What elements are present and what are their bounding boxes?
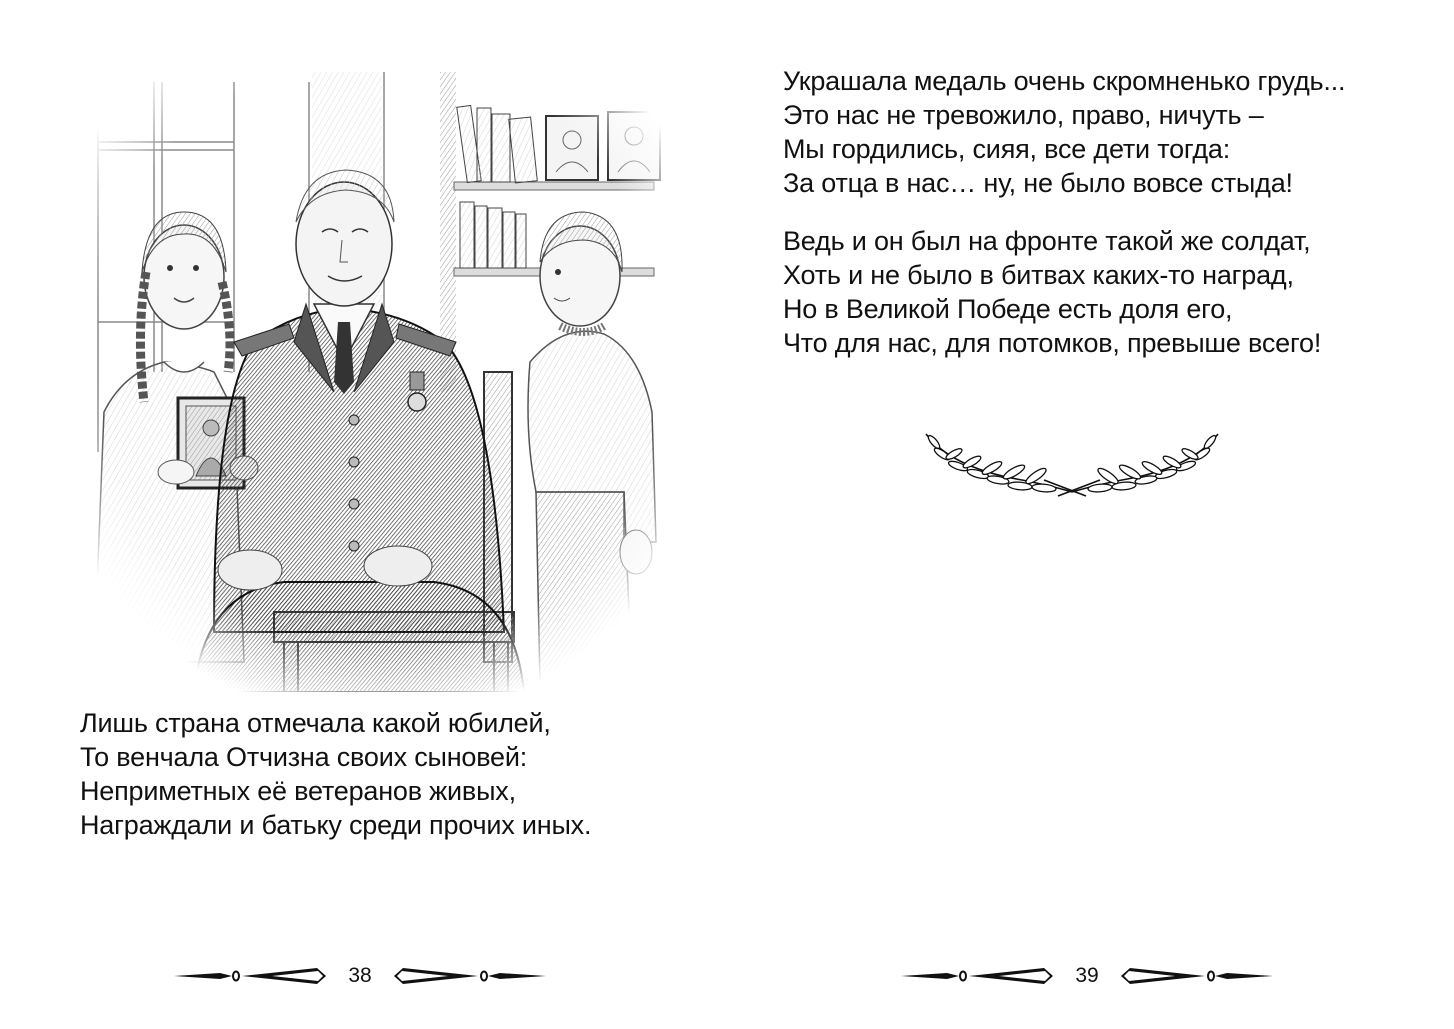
poem-line: Мы гордились, сияя, все дети тогда: xyxy=(783,134,1231,164)
poem-line: Но в Великой Победе есть доля его, xyxy=(783,294,1233,324)
poem-stanza xyxy=(80,706,591,842)
poem-line: Неприметных её ветеранов живых, xyxy=(80,776,516,806)
poem-line: Что для нас, для потомков, превыше всего! xyxy=(783,328,1322,358)
page-number: 38 xyxy=(348,964,372,987)
poem-line: Лишь страна отмечала какой юбилей, xyxy=(80,708,551,738)
ornament-left-icon xyxy=(899,966,1055,986)
illustration-drawing xyxy=(84,72,674,692)
ornament-right-icon xyxy=(392,966,548,986)
poem-stanza xyxy=(783,64,1345,200)
ornament-right-icon xyxy=(1119,966,1275,986)
poem-line: Украшала медаль очень скромненько грудь... xyxy=(783,66,1346,96)
poem-line: То венчала Отчизна своих сыновей: xyxy=(80,742,528,772)
veteran-family-illustration xyxy=(84,72,674,692)
poem-line: За отца в нас… ну, не было вовсе стыда! xyxy=(783,168,1293,198)
ornament-left-icon xyxy=(172,966,328,986)
page-footer xyxy=(172,958,548,994)
right-page xyxy=(727,0,1454,1029)
laurel-ornament-icon xyxy=(922,428,1222,500)
page-footer xyxy=(899,958,1275,994)
poem-stanza xyxy=(783,224,1321,360)
poem-line: Награждали и батьку среди прочих иных. xyxy=(80,810,592,840)
poem-line: Это нас не тревожило, право, ничуть – xyxy=(783,100,1264,130)
page-number: 39 xyxy=(1075,964,1099,987)
poem-line: Хоть и не было в битвах каких-то наград, xyxy=(783,260,1294,290)
poem-line: Ведь и он был на фронте такой же солдат, xyxy=(783,226,1311,256)
